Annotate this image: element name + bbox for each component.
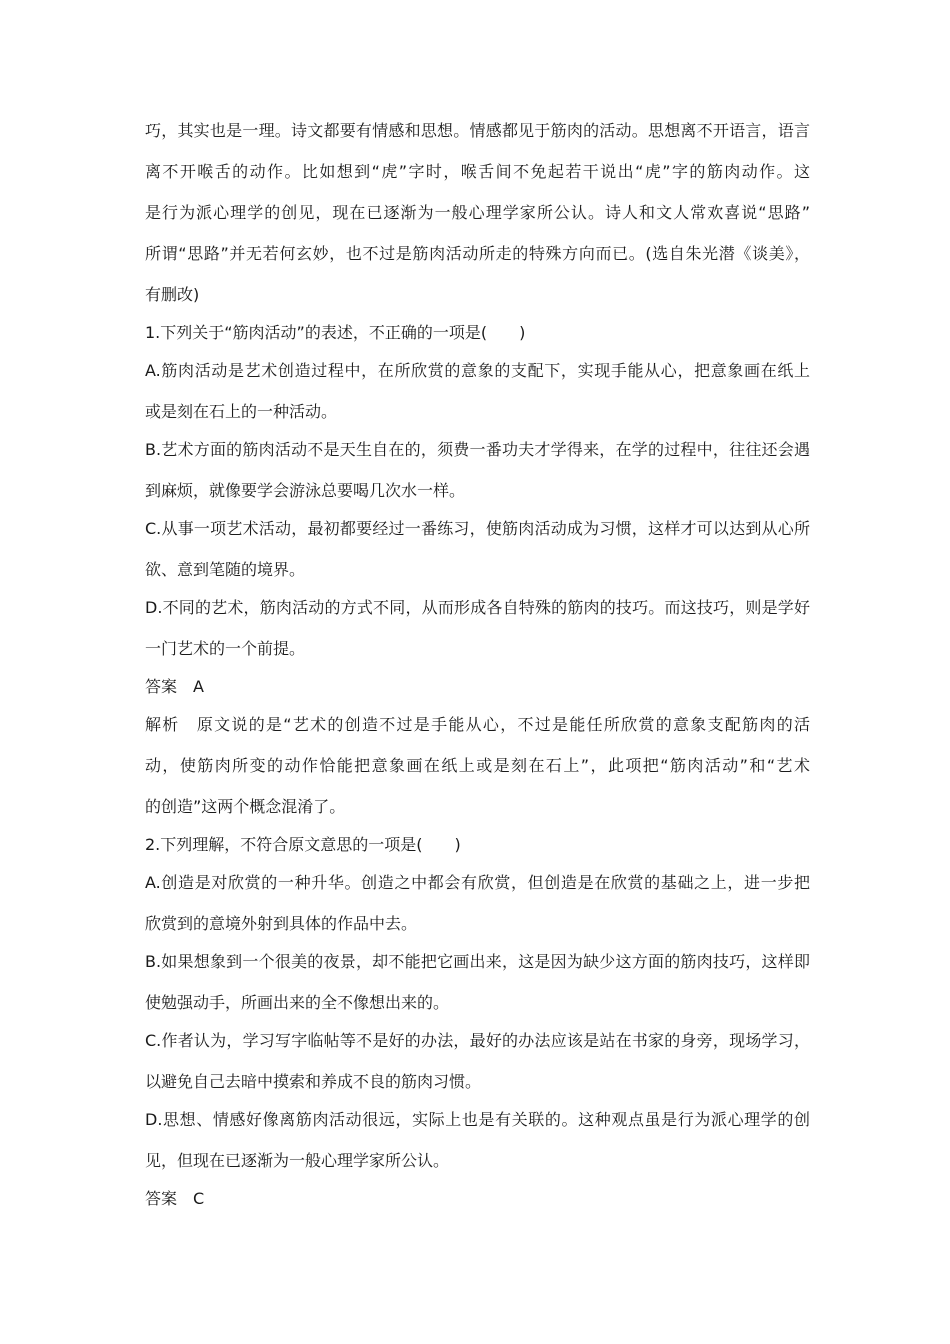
question-1 [145, 323, 810, 817]
option-b-continued: 到麻烦，就像要学会游泳总要喝几次水一样。 [145, 481, 466, 500]
option-c-continued: 欲、意到笔随的境界。 [145, 560, 306, 579]
analysis-line: 动，使筋肉所变的动作恰能把意象画在纸上或是刻在石上”，此项把“筋肉活动”和“艺术 [145, 756, 810, 775]
option-d: D.思想、情感好像离筋肉活动很远，实际上也是有关联的。这种观点虽是行为派心理学的创 [145, 1110, 810, 1129]
answer-value: A [193, 677, 204, 696]
analysis-line: 的创造”这两个概念混淆了。 [145, 797, 346, 816]
answer-line [145, 677, 810, 697]
option-b: B.艺术方面的筋肉活动不是天生自在的，须费一番功夫才学得来，在学的过程中，往往还会遇 [145, 440, 810, 459]
analysis-line [145, 715, 810, 735]
option-d: D.不同的艺术，筋肉活动的方式不同，从而形成各自特殊的筋肉的技巧。而这技巧，则是学好 [145, 598, 810, 617]
question-2 [145, 835, 810, 1209]
option-c: C.作者认为，学习写字临帖等不是好的办法，最好的办法应该是站在书家的身旁，现场学习， [145, 1031, 810, 1050]
question-stem: 2.下列理解，不符合原文意思的一项是( ) [145, 835, 461, 854]
option-d-continued: 见，但现在已逐渐为一般心理学家所公认。 [145, 1151, 450, 1170]
answer-value: C [193, 1189, 205, 1208]
option-a: A.创造是对欣赏的一种升华。创造之中都会有欣赏，但创造是在欣赏的基础之上，进一步把 [145, 873, 810, 892]
option-a-continued: 或是刻在石上的一种活动。 [145, 402, 338, 421]
option-a-continued: 欣赏到的意境外射到具体的作品中去。 [145, 914, 418, 933]
passage-line: 所谓“思路”并无若何玄妙，也不过是筋肉活动所走的特殊方向而已。(选自朱光潜《谈美》， [145, 244, 810, 263]
option-b: B.如果想象到一个很美的夜景，却不能把它画出来，这是因为缺少这方面的筋肉技巧，这样即 [145, 952, 810, 971]
passage-line: 有删改) [145, 285, 200, 304]
answer-line [145, 1189, 810, 1209]
answer-label: 答案 [145, 1189, 178, 1208]
question-stem: 1.下列关于“筋肉活动”的表述，不正确的一项是( ) [145, 323, 526, 342]
option-c: C.从事一项艺术活动，最初都要经过一番练习，使筋肉活动成为习惯，这样才可以达到从心所 [145, 519, 810, 538]
document-body [145, 121, 810, 1209]
passage-line: 离不开喉舌的动作。比如想到“虎”字时，喉舌间不免起若干说出“虎”字的筋肉动作。这 [145, 162, 810, 181]
option-b-continued: 使勉强动手，所画出来的全不像想出来的。 [145, 993, 450, 1012]
passage [145, 121, 810, 305]
option-a: A.筋肉活动是艺术创造过程中，在所欣赏的意象的支配下，实现手能从心，把意象画在纸上 [145, 361, 810, 380]
analysis-text: 原文说的是“艺术的创造不过是手能从心，不过是能任所欣赏的意象支配筋肉的活 [195, 715, 810, 734]
passage-line: 是行为派心理学的创见，现在已逐渐为一般心理学家所公认。诗人和文人常欢喜说“思路” [145, 203, 810, 222]
analysis-label: 解析 [145, 715, 180, 734]
answer-label: 答案 [145, 677, 178, 696]
option-d-continued: 一门艺术的一个前提。 [145, 639, 306, 658]
passage-line: 巧，其实也是一理。诗文都要有情感和思想。情感都见于筋肉的活动。思想离不开语言，语言 [145, 121, 810, 140]
option-c-continued: 以避免自己去暗中摸索和养成不良的筋肉习惯。 [145, 1072, 482, 1091]
